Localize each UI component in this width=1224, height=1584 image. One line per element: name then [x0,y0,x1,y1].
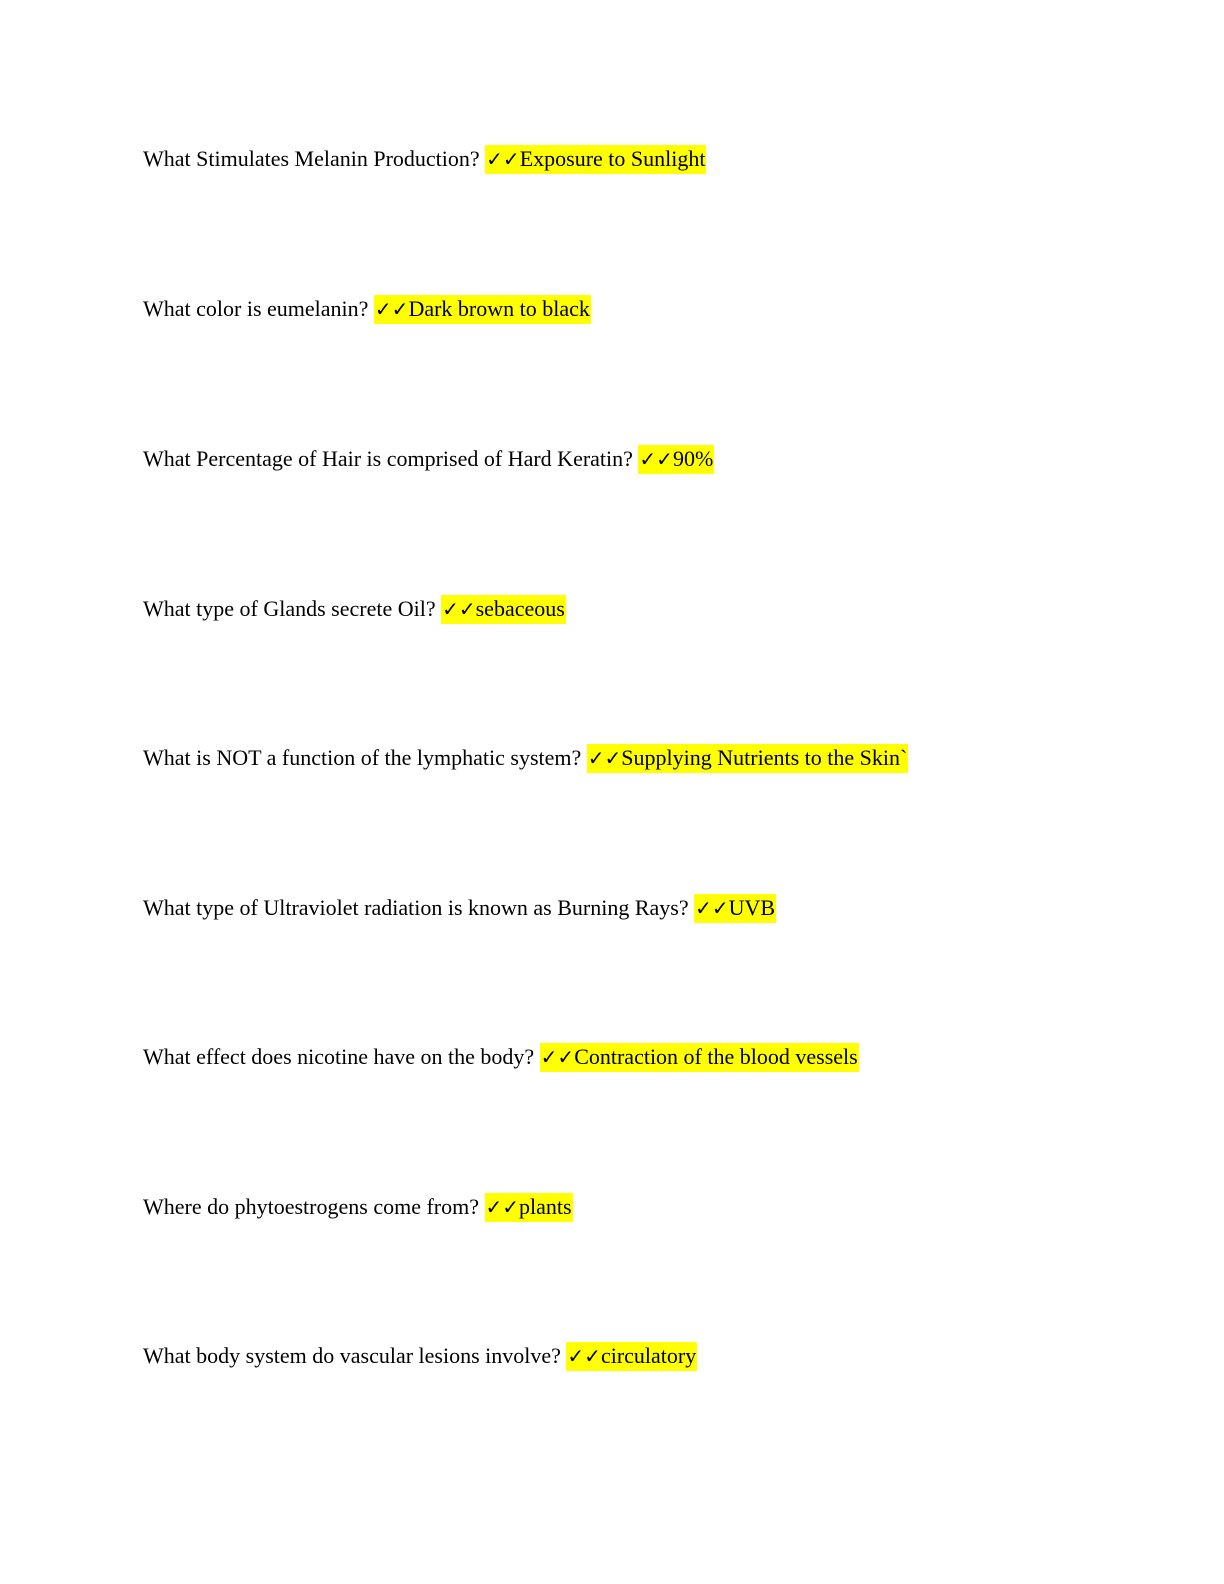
question-text: What color is eumelanin? [143,296,369,321]
answer-highlight [587,744,909,773]
answer-highlight [566,1342,697,1371]
double-check-icon: ✓✓ [540,1045,575,1069]
answer-text: sebaceous [475,596,565,621]
question-text: What type of Glands secrete Oil? [143,596,436,621]
qa-item [143,1041,859,1073]
double-check-icon: ✓✓ [695,896,729,920]
question-text: What effect does nicotine have on the body? [143,1044,535,1069]
answer-text: Exposure to Sunlight [519,146,706,171]
answer-highlight [694,894,776,923]
qa-item [143,742,908,774]
answer-highlight [485,1193,573,1222]
answer-text: Contraction of the blood vessels [574,1044,858,1069]
qa-item [143,1340,697,1372]
question-text: Where do phytoestrogens come from? [143,1194,479,1219]
answer-highlight [485,145,706,174]
double-check-icon: ✓✓ [639,447,673,471]
double-check-icon: ✓✓ [587,746,622,770]
question-text: What Stimulates Melanin Production? [143,146,480,171]
qa-item [143,892,776,924]
qa-item [143,143,706,175]
answer-text: circulatory [600,1343,697,1368]
answer-text: 90% [672,446,714,471]
double-check-icon: ✓✓ [442,597,476,621]
double-check-icon: ✓✓ [486,147,520,171]
double-check-icon: ✓✓ [374,297,409,321]
double-check-icon: ✓✓ [567,1344,601,1368]
answer-highlight [540,1043,859,1072]
question-text: What Percentage of Hair is comprised of Hard Keratin? [143,446,633,471]
question-text: What is NOT a function of the lymphatic system? [143,745,582,770]
qa-item [143,1191,573,1223]
qa-item [143,293,591,325]
answer-highlight [441,595,566,624]
answer-text: Dark brown to black [408,296,590,321]
answer-text: plants [519,1194,572,1219]
qa-item [143,593,566,625]
answer-highlight [374,295,591,324]
question-text: What body system do vascular lesions involve? [143,1343,561,1368]
question-text: What type of Ultraviolet radiation is known as Burning Rays? [143,895,689,920]
answer-text: Supplying Nutrients to the Skin` [621,745,908,770]
double-check-icon: ✓✓ [485,1195,520,1219]
answer-text: UVB [728,895,776,920]
answer-highlight [638,445,714,474]
qa-item [143,443,714,475]
